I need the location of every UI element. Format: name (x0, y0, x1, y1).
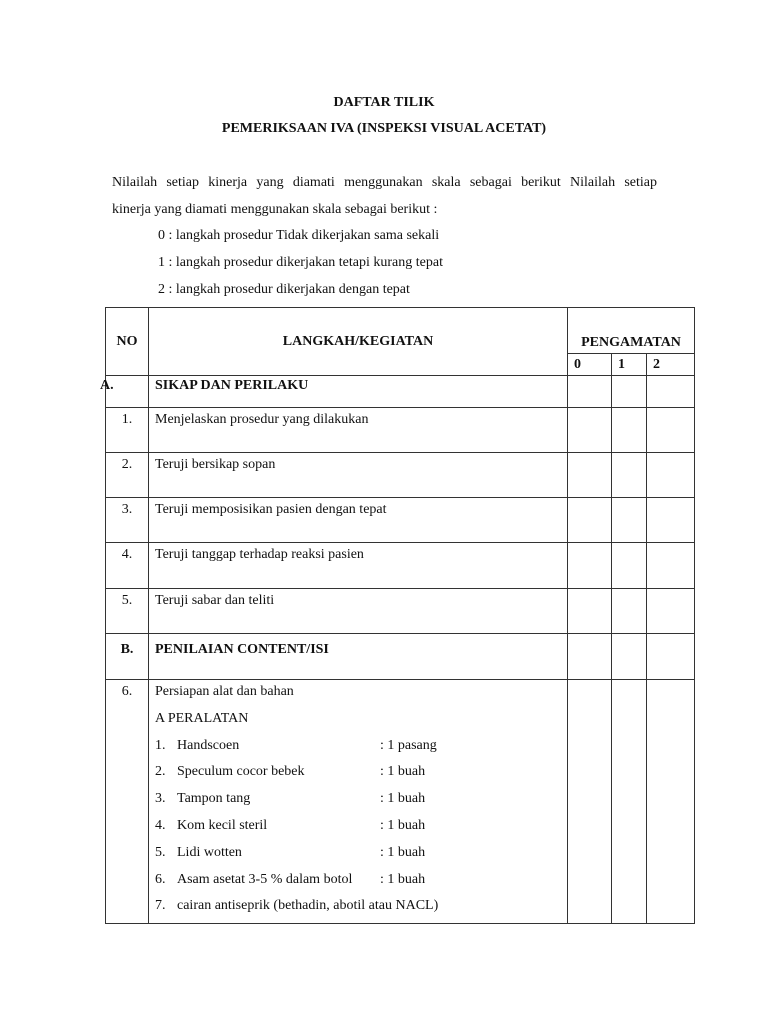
row-number: 2. (106, 453, 149, 498)
score-cell[interactable] (568, 498, 612, 543)
row-number: 6. (106, 680, 149, 924)
score-cell[interactable] (647, 376, 695, 408)
intro-line-2: kinerja yang diamati menggunakan skala sebagai berikut : (112, 202, 438, 217)
checklist-table (100, 307, 695, 924)
table-row (106, 543, 695, 589)
section-b-letter: B. (106, 634, 149, 680)
score-cell[interactable] (647, 680, 695, 924)
score-cell[interactable] (612, 634, 647, 680)
row-text: Menjelaskan prosedur yang dilakukan (149, 408, 568, 453)
row-text: Teruji tanggap terhadap reaksi pasien (149, 543, 568, 589)
score-cell[interactable] (568, 543, 612, 589)
header-score-2: 2 (647, 354, 695, 376)
score-cell[interactable] (568, 453, 612, 498)
score-cell[interactable] (647, 498, 695, 543)
equipment-list (149, 680, 568, 924)
header-step: LANGKAH/KEGIATAN (149, 308, 568, 376)
table-row (106, 589, 695, 634)
score-cell[interactable] (612, 543, 647, 589)
section-row-b (106, 634, 695, 680)
scale-item-1: 1 : langkah prosedur dikerjakan tetapi kurang tepat (158, 255, 443, 270)
row-number: 5. (106, 589, 149, 634)
score-cell[interactable] (568, 376, 612, 408)
header-observation: PENGAMATAN (568, 308, 695, 354)
row-text: Teruji memposisikan pasien dengan tepat (149, 498, 568, 543)
table-row (106, 498, 695, 543)
row-text: Teruji bersikap sopan (149, 453, 568, 498)
score-cell[interactable] (612, 589, 647, 634)
row-text: Teruji sabar dan teliti (149, 589, 568, 634)
list-item: 6. Asam asetat 3-5 % dalam botol : 1 buah (155, 871, 426, 887)
list-item: 3. Tampon tang : 1 buah (155, 791, 426, 807)
intro-line-1: Nilailah setiap kinerja yang diamati menggunakan skala sebagai berikut Nilailah setiap (112, 175, 657, 190)
list-item: 5. Lidi wotten : 1 buah (155, 844, 426, 860)
row-number: 3. (106, 498, 149, 543)
section-a-title: SIKAP DAN PERILAKU (149, 376, 568, 408)
header-score-0: 0 (568, 354, 612, 376)
list-item: 4. Kom kecil steril : 1 buah (155, 817, 426, 833)
score-cell[interactable] (612, 408, 647, 453)
document-title: DAFTAR TILIK (333, 95, 435, 110)
score-cell[interactable] (647, 453, 695, 498)
score-cell[interactable] (568, 408, 612, 453)
section-row-a (106, 376, 695, 408)
row-number: 4. (106, 543, 149, 589)
score-cell[interactable] (647, 634, 695, 680)
row-number: 1. (106, 408, 149, 453)
equipment-subheading: A PERALATAN (155, 710, 249, 726)
document-subtitle: PEMERIKSAAN IVA (INSPEKSI VISUAL ACETAT) (221, 121, 547, 136)
section-b-title: PENILAIAN CONTENT/ISI (149, 634, 568, 680)
score-cell[interactable] (612, 453, 647, 498)
score-cell[interactable] (568, 589, 612, 634)
list-item: 1. Handscoen : 1 pasang (155, 737, 437, 753)
score-cell[interactable] (612, 376, 647, 408)
list-item: 7. cairan antiseprik (bethadin, abotil atau NACL) (155, 898, 439, 914)
scale-item-2: 2 : langkah prosedur dikerjakan dengan tepat (158, 282, 410, 297)
score-cell[interactable] (647, 589, 695, 634)
table-row (106, 453, 695, 498)
row-text: Persiapan alat dan bahan (155, 684, 294, 699)
section-a-letter: A. (106, 376, 149, 408)
score-cell[interactable] (647, 543, 695, 589)
table-row (106, 408, 695, 453)
score-cell[interactable] (568, 680, 612, 924)
header-no: NO (106, 308, 149, 376)
score-cell[interactable] (568, 634, 612, 680)
score-cell[interactable] (612, 680, 647, 924)
table-row (106, 680, 695, 924)
header-score-1: 1 (612, 354, 647, 376)
score-cell[interactable] (647, 408, 695, 453)
scale-item-0: 0 : langkah prosedur Tidak dikerjakan sama sekali (158, 228, 440, 243)
list-item: 2. Speculum cocor bebek : 1 buah (155, 764, 426, 780)
score-cell[interactable] (612, 498, 647, 543)
